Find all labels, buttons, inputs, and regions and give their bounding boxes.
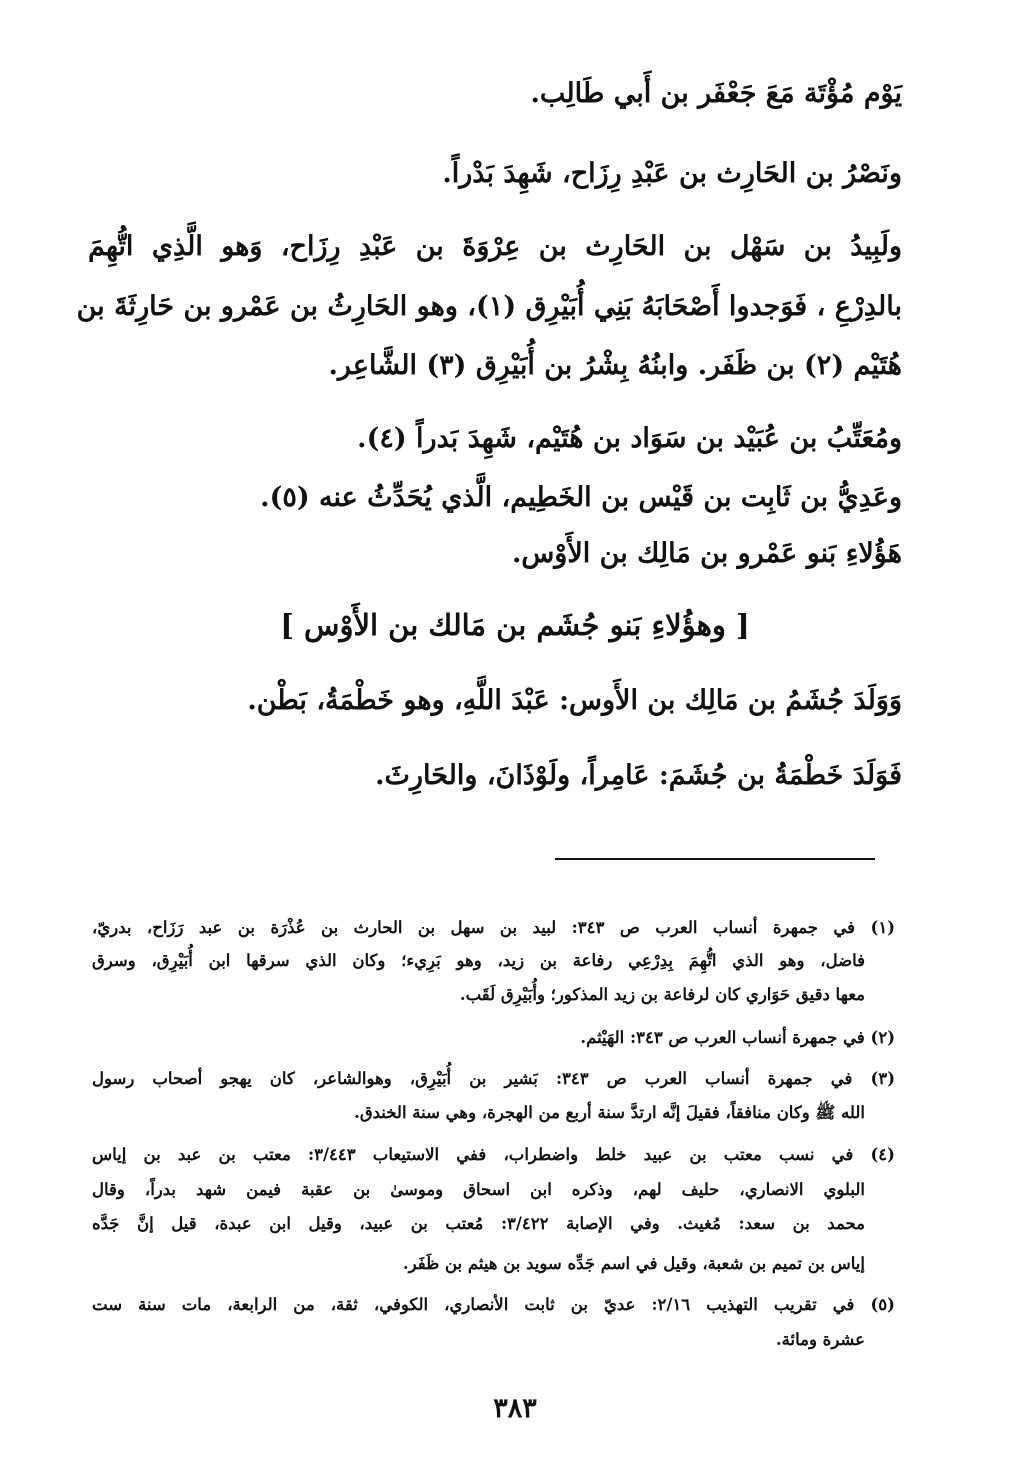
footnote-line-1: (١) في جمهرة أنساب العرب ص ٣٤٣: لبيد بن سهل بن الحارث بن عُذْرَة بن عبد رَزَاح، بدريّ، [92, 918, 895, 937]
footnote-line-12: عشرة ومائة. [775, 1330, 865, 1349]
footnote-line-8: البلوي الانصاري، حليف لهم، وذكره ابن اسحاق وموسىٰ بن عقبة فيمن شهد بدراً، وقال [92, 1180, 865, 1199]
text-line-10: فَوَلَدَ خَطْمَةُ بن جُشَمَ: عَامِراً، ولَوْذَانَ، والحَارِثَ. [375, 760, 902, 791]
footnote-line-4: (٢) في جمهرة أنساب العرب ص ٣٤٣: الهَيْثم. [580, 1028, 895, 1047]
text-line-9: وَوَلَدَ جُشَمُ بن مَالِك بن الأَوس: عَبْدَ اللَّهِ، وهو خَطْمَةُ، بَطْن. [247, 685, 902, 716]
footnote-line-6: الله ﷺ وكان منافقاً، فقيلَ إنَّه ارتدَّ سنة أربع من الهجرة، وهي سنة الخندق. [354, 1103, 865, 1122]
text-line-8: هَؤُلاءِ بَنو عَمْرو بن مَالِك بن الأَوْس. [511, 538, 902, 569]
footnote-line-5: (٣) في جمهرة أنساب العرب ص ٣٤٣: بَشير بن أُبَيْرِق، وهوالشاعر، كان يهجو أصحاب رسول [92, 1069, 896, 1088]
text-line-5: هُتَيْم (٢) بن ظَفَر. وابنُهُ بِشْرُ بن أُبَيْرِق (٣) الشَّاعِر. [328, 350, 902, 381]
text-line-7: وعَدِيُّ بن ثَابِت بن قَيْس بن الخَطِيم، الَّذي يُحَدِّثُ عنه (٥). [260, 482, 902, 513]
footnote-line-9: محمد بن سعد: مُغيث. وفي الإصابة ٣/٤٢٢: مُعتب بن عبيد، وقيل ابن عبدة، قيل إنَّ جَدَّه [92, 1214, 865, 1233]
text-line-4: بالدِرْعِ ، فَوَجدوا أَصْحَابَهُ بَنِي أُبَيْرِق (١)، وهو الحَارِثُ بن عَمْرو بن حَارِثَةَ بن [76, 291, 902, 322]
footnote-line-2: فاضل، وهو الذي اتُّهِمَ بِدِرْعِي رفاعة بن زيد، وهو بَرِيء؛ وكان الذي سرقها ابن أُبَيْرِق، وسرق [92, 951, 865, 970]
footnote-separator [555, 858, 875, 860]
page-number: ٣٨٣ [493, 1393, 537, 1424]
section-heading: [ وهؤُلاءِ بَنو جُشَم بن مَالك بن الأَوْس ] [280, 608, 750, 642]
text-line-2: ونَصْرُ بن الحَارِث بن عَبْدِ رِزَاح، شَهِدَ بَدْراً. [442, 158, 902, 189]
text-line-3: ولَبِيدُ بن سَهْل بن الحَارِث بن عِرْوَةَ بن عَبْدِ رِزَاح، وَهو الَّذِي اتُّهِمَ [88, 231, 902, 262]
footnote-line-3: معها دقيق حَوَاري كان لرفاعة بن زيد المذكور؛ وأُبَيْرِق لَقَب. [459, 985, 865, 1004]
footnote-line-7: (٤) في نسب معتب بن عبيد خلط واضطراب، ففي الاستيعاب ٣/٤٤٣: معتب بن عبد بن إياس [92, 1145, 895, 1164]
text-line-6: ومُعَتِّبُ بن عُبَيْد بن سَوَاد بن هُتَيْم، شَهِدَ بَدراً (٤). [357, 423, 902, 454]
text-line-1: يَوْم مُؤْتَة مَعَ جَعْفَر بن أَبي طَالِب. [530, 78, 902, 109]
footnote-line-11: (٥) في تقريب التهذيب ٢/١٦: عديّ بن ثابت الأنصاري، الكوفي، ثقة، من الرابعة، مات سنة ست [92, 1295, 895, 1314]
footnote-line-10: إياس بن تميم بن شعبة، وقيل في اسم جَدِّه سويد بن هيثم بن ظَفَر. [402, 1254, 865, 1273]
